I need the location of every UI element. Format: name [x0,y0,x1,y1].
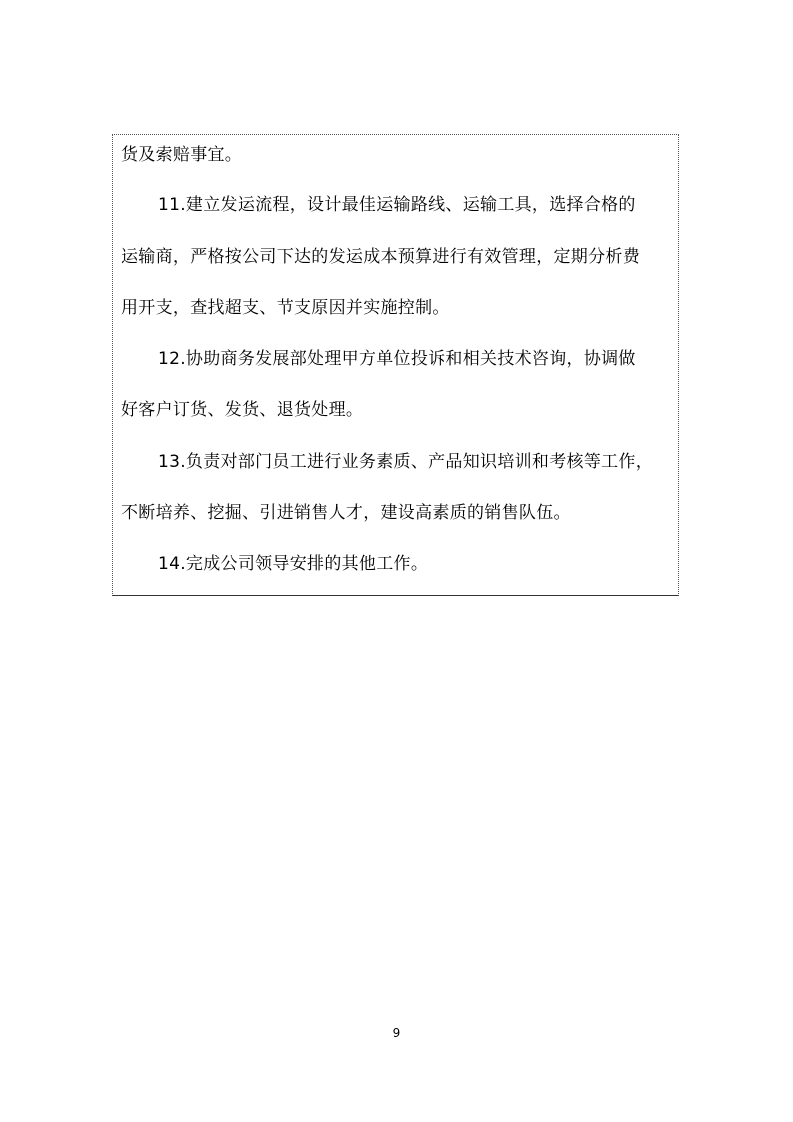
text-line-4: 用开支，查找超支、节支原因并实施控制。 [121,298,450,318]
text-line-8: 不断培养、挖掘、引进销售人才，建设高素质的销售队伍。 [121,503,571,523]
text-line-5: 12.协助商务发展部处理甲方单位投诉和相关技术咨询，协调做 [158,349,636,369]
duties-text-box [112,134,679,596]
text-line-9: 14.完成公司领导安排的其他工作。 [158,554,429,574]
text-line-2: 11.建立发运流程，设计最佳运输路线、运输工具，选择合格的 [158,195,636,215]
text-line-7: 13.负责对部门员工进行业务素质、产品知识培训和考核等工作， [158,452,654,472]
text-line-6: 好客户订货、发货、退货处理。 [121,400,364,420]
page-number: 9 [392,1026,401,1040]
text-line-1: 货及索赔事宜。 [121,145,243,165]
text-line-3: 运输商，严格按公司下达的发运成本预算进行有效管理，定期分析费 [121,247,640,267]
